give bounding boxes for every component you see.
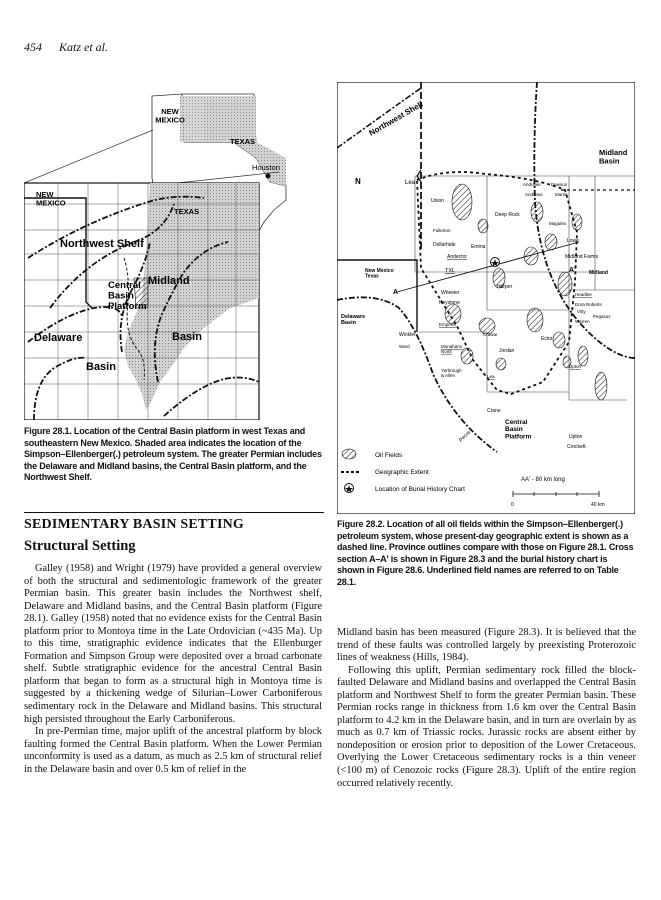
wheeler-field-label: Wheeler: [441, 290, 460, 296]
emperor-field-label: Emperor: [439, 322, 457, 327]
keystone-field-label: Keystone: [439, 300, 460, 306]
pegasus-field-label: Pegasus: [593, 314, 611, 319]
central-basin-platform-label: Central Basin Platform: [108, 280, 147, 312]
martin-county-label: Martin: [555, 192, 568, 197]
ward-county-label: Ward: [399, 344, 410, 349]
inset-leader-line: [24, 130, 153, 183]
section-divider: [24, 512, 324, 513]
fig2-central-basin-platform-label: Central Basin Platform: [505, 419, 532, 441]
lowe-field-label: Lowe: [567, 238, 579, 244]
legend-oil-fields: Oil Fields: [375, 452, 403, 459]
dollarhide-field-label: Dollarhide: [433, 242, 456, 248]
monahans-north-field-label: Monahans North: [441, 344, 463, 354]
paragraph: In pre-Permian time, major uplift of the ancestral platform by block faulting formed the Central Basin platform. When the Lower Permian unconformity is used as a datum, as much as 2.5 km of structural relief in the Delaware basin and over 0.5 km of relief in the: [24, 726, 322, 775]
delaware-label: Delaware: [34, 332, 83, 344]
midland-farms-field-label: Midland Farms: [565, 254, 599, 260]
paragraph: Following this uplift, Permian sedimentary rock filled the block-faulted Delaware and Midland basins and overlapped the Central Basin platform and Northwest Shelf to form the greater Permian basin. These Permian rocks range in thickness from 1.6 km over the Central Basin platform to 4.2 km in the Delaware basin, and in turn are overlain by as much as 0.7 km of Triassic rocks. Jurassic rocks are absent either by nondeposition or erosion prior to deposition of the Lower Cretaceous. Overlying the Lower Cretaceous sedimentary rocks is a thin veneer (<100 m) of Cenozoic rocks (Figure 28.3). Uplift of the entire region occurred relatively recently.: [337, 664, 636, 789]
new-mexico-label: NEW MEXICO: [36, 190, 66, 208]
union-field-label: Union: [431, 198, 445, 204]
northwest-shelf-label: Northwest Shelf: [60, 238, 144, 250]
running-authors: Katz et al.: [59, 40, 109, 54]
north-arrow-label: N: [355, 177, 361, 186]
inset-texas-label: TEXAS: [230, 137, 256, 146]
jordan-field-label: Jordan: [499, 348, 515, 354]
yarbrough-allen-field-label: Yarbrough & Allen: [441, 368, 462, 378]
cross-section-length-label: AA' - 80 km long: [521, 477, 565, 483]
page-number: 454: [24, 40, 42, 54]
right-column-text: [337, 627, 636, 790]
deep-rock-field-label: Deep Rock: [495, 212, 520, 218]
dora-roberts-field-label: Dora Roberts: [575, 302, 602, 307]
midland-label: Midland: [148, 275, 190, 287]
andrews-county-label: Andrews: [523, 182, 541, 187]
crockett-county-label: Crockett: [567, 444, 586, 450]
figure-28-1-location-map: [24, 82, 329, 420]
scale-40km-label: 40 km: [591, 502, 605, 508]
running-header: [24, 40, 108, 55]
paragraph: Midland basin has been measured (Figure 28.3). It is believed that the trend of these faults was controlled largely by preexisting Proterozoic lines of weakness (Hills, 1984).: [337, 627, 636, 664]
crane-county-label: Crane: [487, 408, 501, 414]
dawson-county-label: Dawson: [551, 182, 568, 187]
figure-28-2-oil-field-map: [337, 82, 635, 514]
warren-field-label: Warren: [575, 319, 590, 324]
fig2-delaware-basin-label: Delaware Basin: [341, 314, 366, 327]
subsection-title: Structural Setting: [24, 538, 136, 554]
paragraph: Galley (1958) and Wright (1979) have provided a general overview of both the structural and sedimentologic framework of the greater Permian basin. This greater basin includes the Northwest shelf, Delaware and Midland basins, and the Central Basin platform (Figure 28.1). Galley (1958) noted that no evidence exists for the Central Basin platform prior to Montoya time in the Late Ordovician (~435 Ma). Up to this time, stratigraphic evidence indicates that the Ellenburger Formation and Simpson Group were deposited over a broad carbonate shelf. Subtle stratigraphic evidence for the ancestral Central Basin platform that began to form as a structural high in Montoya time is suggested by a thickening wedge of Silurian–Lower Carboniferous sedimentary rock in the Delaware and Midland basins. This structural high persisted throughout the Early Carboniferous.: [24, 563, 322, 725]
a-prime-label: A': [569, 267, 576, 274]
legend-geographic-extent: Geographic Extent: [375, 469, 429, 476]
midland-county-label: Midland: [589, 270, 608, 276]
inset-new-mexico-label: NEW MEXICO: [155, 107, 185, 125]
fullerton-field-label: Fullerton: [433, 228, 451, 233]
legend-burial-history-chart: Location of Burial History Chart: [375, 486, 465, 493]
left-column-text: [24, 563, 322, 776]
emma-field-label: Emma: [471, 244, 486, 250]
harper-field-label: Harper: [497, 284, 513, 290]
fig2-northwest-shelf-label: Northwest Shelf: [367, 99, 425, 138]
basin-label-right: Basin: [172, 331, 202, 343]
crawar-field-label: Crawar: [483, 332, 498, 337]
andrews-county-label-2: Andrews: [525, 192, 543, 197]
fig2-midland-basin-label: Midland Basin: [599, 148, 628, 166]
scale-zero-label: 0: [511, 502, 514, 508]
winkler-county-label: Winkler: [399, 332, 416, 338]
basin-label-left: Basin: [86, 361, 116, 373]
nm-tx-border-label: New Mexico Texas: [365, 268, 394, 280]
headlee-field-label: Headlee: [575, 292, 592, 297]
legend-oil-field-swatch: [342, 449, 356, 459]
andector-field-label: Andector: [447, 254, 468, 260]
a-label: A: [393, 289, 399, 296]
txl-field-label: TXL: [445, 268, 456, 274]
section-title: SEDIMENTARY BASIN SETTING: [24, 517, 245, 532]
figure-28-1-caption: Figure 28.1. Location of the Central Basin platform in west Texas and southeastern New Mexico. Shaded area indicates the location of the Simpson–Ellenberger(.) petroleum system. The greater Permian includes the Delaware and Midland basins, the Central Basin platform, and the Northwest Shelf.: [24, 426, 322, 483]
pecos-county-label: Pecos: [458, 429, 473, 444]
magutex-field-label: Magutex: [549, 221, 567, 226]
upton-field-label: Upton: [569, 364, 582, 369]
ector-county-label: Ector: [541, 336, 553, 342]
figure-28-2-caption: Figure 28.2. Location of all oil fields within the Simpson–Ellenberger(.) petroleum system, whose present-day geographic extent is shown as a dashed line. Province outlines compare with those on Figure 28.1. Cross section A–A' is shown in Figure 28.3 and the burial history chart is shown in Figure 28.6. Underlined field names are referred to on Table 28.1.: [337, 519, 634, 587]
lea-field-label: Lea: [487, 374, 495, 379]
vitty-field-label: Vitty: [577, 309, 586, 314]
upton-county-label: Upton: [569, 434, 583, 440]
texas-label: TEXAS: [174, 207, 200, 216]
houston-label: Houston: [252, 163, 280, 172]
lea-county-label: Lea: [405, 180, 416, 186]
